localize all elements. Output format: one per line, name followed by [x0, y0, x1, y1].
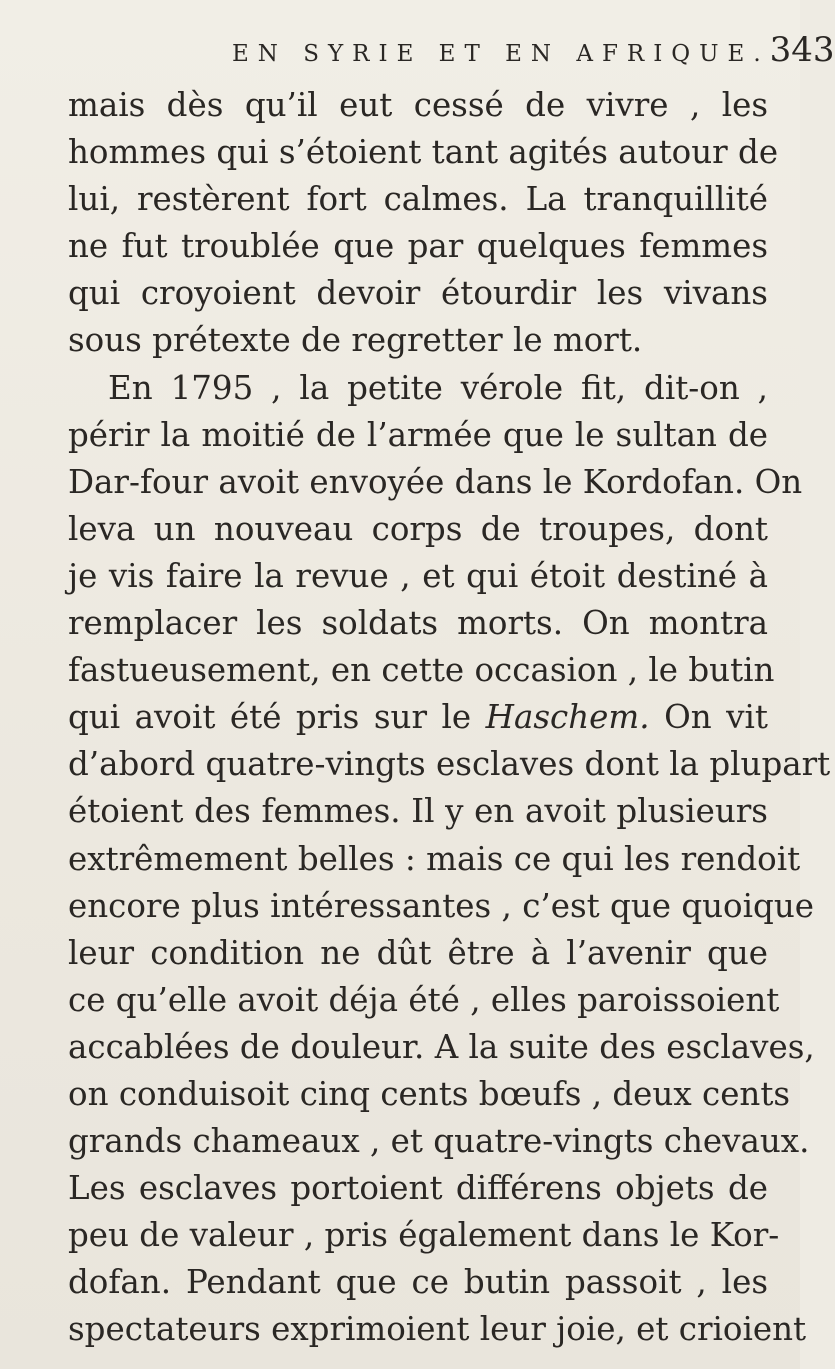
- text-line: grands chameaux , et quatre-vingts chevaux.: [68, 1122, 810, 1161]
- running-title: EN SYRIE ET EN AFRIQUE.: [232, 41, 770, 67]
- text-line: Dar-four avoit envoyée dans le Kordofan. On: [68, 462, 803, 501]
- text-line: d’abord quatre-vingts esclaves dont la plupart: [68, 745, 831, 784]
- text-line: mais dès qu’il eut cessé de vivre , les: [68, 86, 768, 124]
- text-line: on conduisoit cinq cents bœufs , deux cents: [68, 1074, 791, 1113]
- text-line: leva un nouveau corps de troupes, dont: [68, 509, 768, 548]
- text-line: ce qu’elle avoit déja été , elles paroissoient: [68, 980, 780, 1019]
- text-line: périr la moitié de l’armée que le sultan de: [68, 415, 768, 454]
- text-line: qui croyoient devoir étourdir les vivans: [68, 274, 768, 313]
- text-line: dofan. Pendant que ce butin passoit , les: [68, 1263, 768, 1302]
- text-line: spectateurs exprimoient leur joie, et crioient: [68, 1310, 807, 1349]
- page-number: 343: [769, 30, 835, 70]
- text-line: fastueusement, en cette occasion , le butin: [68, 651, 775, 690]
- text-segment: On vit: [664, 698, 768, 737]
- running-head: [232, 30, 835, 74]
- text-line: En 1795 , la petite vérole fit, dit-on ,: [108, 368, 768, 407]
- text-line: extrêmement belles : mais ce qui les rendoit: [68, 839, 801, 878]
- text-line: ne fut troublée que par quelques femmes: [68, 227, 768, 266]
- body-text: [68, 82, 831, 1354]
- text-line: peu de valeur , pris également dans le Kor-: [68, 1216, 780, 1255]
- text-line: accablées de douleur. A la suite des esclaves,: [68, 1027, 815, 1066]
- text-line: Les esclaves portoient différens objets de: [68, 1169, 768, 1208]
- text-line: je vis faire la revue , et qui étoit destiné à: [68, 556, 768, 595]
- text-line: leur condition ne dût être à l’avenir que: [68, 933, 768, 972]
- text-line: hommes qui s’étoient tant agités autour de: [68, 133, 779, 172]
- text-line-with-italic: [68, 694, 768, 741]
- text-line: étoient des femmes. Il y en avoit plusieurs: [68, 792, 768, 831]
- text-line: sous prétexte de regretter le mort.: [68, 321, 643, 360]
- italic-name: Haschem.: [485, 698, 650, 737]
- text-segment: qui avoit été pris sur le: [68, 698, 472, 737]
- text-line: encore plus intéressantes , c’est que quoique: [68, 886, 814, 925]
- text-line: lui, restèrent fort calmes. La tranquillité: [68, 180, 768, 219]
- text-line: remplacer les soldats morts. On montra: [68, 604, 768, 643]
